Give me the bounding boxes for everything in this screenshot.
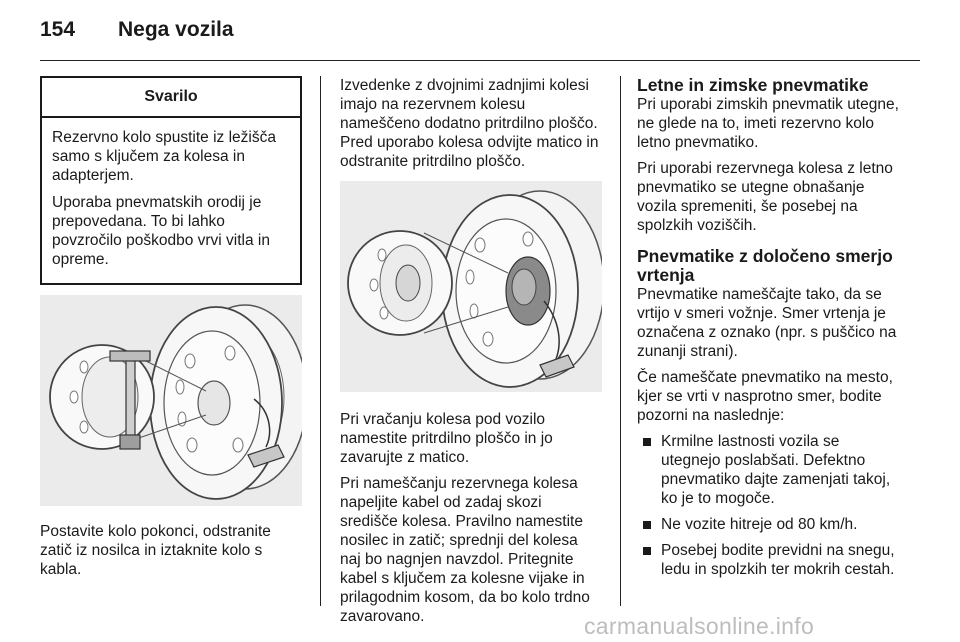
watermark: carmanualsonline.info bbox=[584, 613, 815, 639]
body-paragraph: Pri uporabi zimskih pnevmatik utegne, ne glede na to, imeti rezervno kolo letno pnevmatiko. bbox=[637, 96, 899, 151]
warning-box bbox=[40, 76, 302, 285]
column-divider-2 bbox=[620, 76, 621, 606]
section-heading: Letne in zimske pnevmatike bbox=[637, 75, 869, 95]
section-heading: Pnevmatike z določeno smerjo vrtenja bbox=[637, 246, 893, 285]
illustration-caption: Postavite kolo pokonci, odstranite zatič iz nosilca in iztaknite kolo s kabla. bbox=[40, 523, 271, 578]
spare-wheel-cable-illustration bbox=[40, 295, 302, 506]
warning-body bbox=[42, 118, 300, 283]
body-paragraph: Pri nameščanju rezervnega kolesa napeljite kabel od zadaj skozi središče kolesa. Pravilno namestite nosilec in zatič; sprednji del kolesa naj bo nagnjen navzdol. Pritegnite kabel s ključem za kolesne vijake in prilagodnim kosom, da bo kolo trdno zavarovano. bbox=[340, 475, 590, 625]
body-paragraph: Pri vračanju kolesa pod vozilo namestite pritrdilno ploščo in jo zavarujte z matico. bbox=[340, 411, 553, 466]
body-paragraph: Izvedenke z dvojnimi zadnjimi kolesi imajo na rezervnem kolesu nameščeno dodatno pritrdilno ploščo. Pred uporabo kolesa odvijte matico in odstranite pritrdilno ploščo. bbox=[340, 77, 599, 170]
column-2 bbox=[340, 76, 602, 633]
body-paragraph: Če nameščate pnevmatiko na mesto, kjer se vrti v nasprotno smer, bodite pozorni na naslednje: bbox=[637, 369, 893, 424]
column-divider-1 bbox=[320, 76, 321, 606]
body-paragraph: Pri uporabi rezervnega kolesa z letno pnevmatiko se utegne obnašanje vozila spremeniti, še posebej na spolzkih voziščih. bbox=[637, 160, 893, 234]
page-title: Nega vozila bbox=[118, 18, 234, 41]
retaining-plate-illustration bbox=[340, 181, 602, 392]
column-1 bbox=[40, 76, 302, 586]
list-item: Krmilne lastnosti vozila se utegnejo poslabšati. Defektno pnevmatiko dajte zamenjati takoj, ko je to mogoče. bbox=[637, 432, 903, 508]
bullet-list bbox=[637, 432, 903, 579]
warning-paragraph: Rezervno kolo spustite iz ležišča samo s ključem za kolesa in adapterjem. bbox=[52, 129, 276, 184]
body-paragraph: Pnevmatike nameščajte tako, da se vrtijo v smeri vožnje. Smer vrtenja je označena z oznako (npr. s puščico na zunanji strani). bbox=[637, 286, 897, 360]
column-3 bbox=[637, 76, 903, 586]
warning-paragraph: Uporaba pnevmatskih orodij je prepovedana. To bi lahko povzročilo poškodbo vrvi vitla in opreme. bbox=[52, 194, 270, 268]
warning-title: Svarilo bbox=[42, 78, 300, 118]
page-header bbox=[40, 14, 920, 58]
page-number: 154 bbox=[40, 18, 76, 41]
header-divider bbox=[40, 60, 920, 61]
list-item: Ne vozite hitreje od 80 km/h. bbox=[637, 515, 903, 534]
list-item: Posebej bodite previdni na snegu, ledu in spolzkih ter mokrih cestah. bbox=[637, 541, 903, 579]
